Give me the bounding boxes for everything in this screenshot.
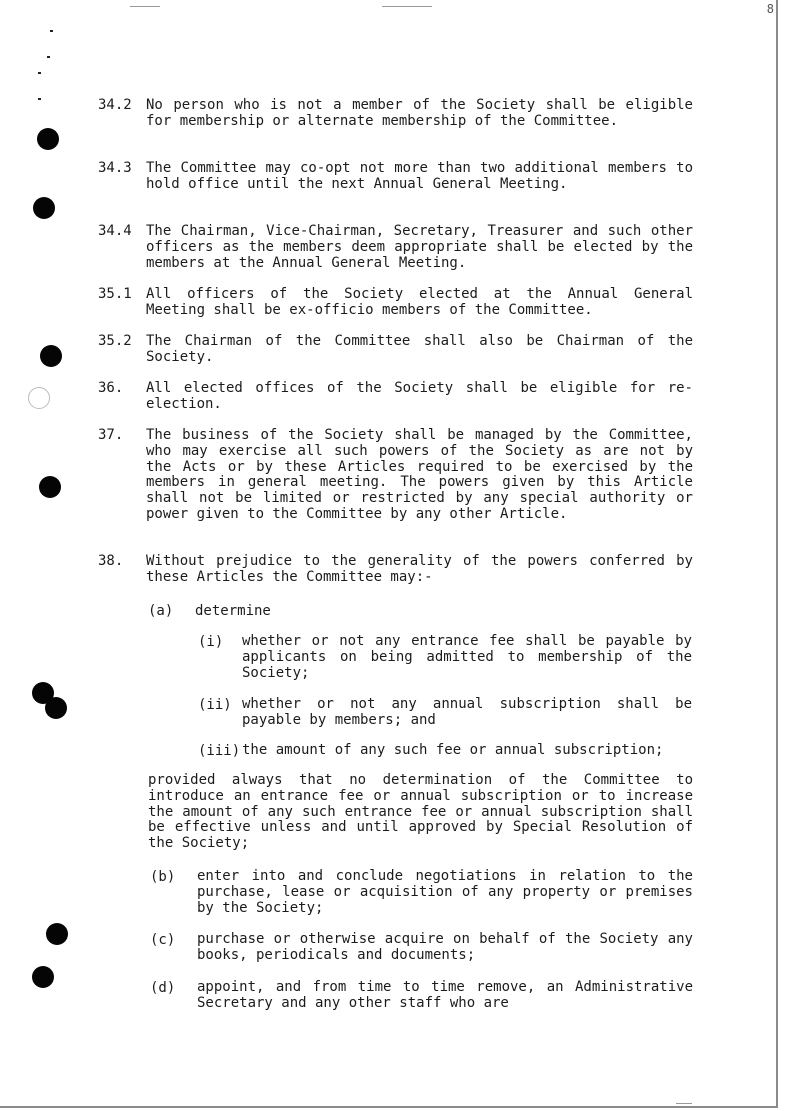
scan-mark [382, 6, 432, 7]
subclause-c-text: purchase or otherwise acquire on behalf of the Society any books, periodicals and documents; [197, 931, 693, 963]
subclause-a-label: (a) [148, 603, 174, 619]
punch-hole [46, 923, 68, 945]
speck [38, 98, 41, 100]
punch-hole [45, 697, 67, 719]
subclause-a-text: determine [195, 603, 271, 619]
item-iii-label: (iii) [198, 743, 241, 759]
punch-hole [32, 966, 54, 988]
subclause-b-label: (b) [150, 869, 176, 885]
punch-hole [28, 387, 50, 409]
clause-number: 37. [98, 427, 124, 443]
clause-text: All elected offices of the Society shall be eligible for re-election. [146, 380, 693, 412]
clause-36 [98, 381, 693, 413]
proviso-text: provided always that no determination of the Committee to introduce an entrance fee or annual subscription or to increase the amount of any such entrance fee or annual subscription shall be effective unless and until approved by Special Resolution of the Society; [148, 772, 693, 852]
clause-number: 35.2 [98, 333, 132, 349]
clause-text: The Committee may co-opt not more than two additional members to hold office until the next Annual General Meeting. [146, 160, 693, 192]
item-i-label: (i) [198, 634, 224, 650]
item-ii-text: whether or not any annual subscription shall be payable by members; and [242, 696, 692, 728]
clause-text: The Chairman of the Committee shall also be Chairman of the Society. [146, 333, 693, 365]
punch-hole [37, 128, 59, 150]
clause-text: Without prejudice to the generality of the powers conferred by these Articles the Committee may:- [146, 553, 693, 585]
clause-text: The Chairman, Vice-Chairman, Secretary, Treasurer and such other officers as the members deem appropriate shall be elected by the members at the Annual General Meeting. [146, 223, 693, 271]
subclause-d-label: (d) [150, 980, 176, 996]
scan-mark [130, 6, 160, 7]
clause-text: The business of the Society shall be managed by the Committee, who may exercise all such powers of the Society as are not by the Acts or by these Articles required to be exercised by the members in general meeting. The powers given by this Article shall not be limited or restricted by any special authority or power given to the Committee by any other Article. [146, 427, 693, 522]
subclause-d-text: appoint, and from time to time remove, an Administrative Secretary and any other staff who are [197, 979, 693, 1011]
clause-number: 36. [98, 380, 124, 396]
item-ii-label: (ii) [198, 697, 232, 713]
speck [38, 72, 41, 74]
subclause-b-text: enter into and conclude negotiations in relation to the purchase, lease or acquisition of any property or premises by the Society; [197, 868, 693, 916]
clause-35-1 [98, 287, 693, 319]
clause-34-2 [98, 98, 693, 130]
scan-mark [676, 1103, 692, 1104]
subclause-c-label: (c) [150, 932, 176, 948]
clause-text: No person who is not a member of the Society shall be eligible for membership or alternate membership of the Committee. [146, 97, 693, 129]
clause-34-3 [98, 161, 693, 193]
clause-37 [98, 428, 693, 523]
punch-hole [40, 345, 62, 367]
clause-number: 34.3 [98, 160, 132, 176]
clause-number: 34.4 [98, 223, 132, 239]
clause-38 [98, 554, 693, 586]
speck [50, 30, 53, 32]
clause-number: 34.2 [98, 97, 132, 113]
item-iii-text: the amount of any such fee or annual subscription; [242, 742, 664, 758]
speck [47, 56, 50, 58]
item-i-text: whether or not any entrance fee shall be payable by applicants on being admitted to membership of the Society; [242, 633, 692, 681]
punch-hole [39, 476, 61, 498]
clause-number: 35.1 [98, 286, 132, 302]
punch-hole [33, 197, 55, 219]
clause-text: All officers of the Society elected at the Annual General Meeting shall be ex-officio members of the Committee. [146, 286, 693, 318]
clause-number: 38. [98, 553, 124, 569]
page-number: 8 [766, 2, 774, 16]
clause-35-2 [98, 334, 693, 366]
clause-34-4 [98, 224, 693, 271]
